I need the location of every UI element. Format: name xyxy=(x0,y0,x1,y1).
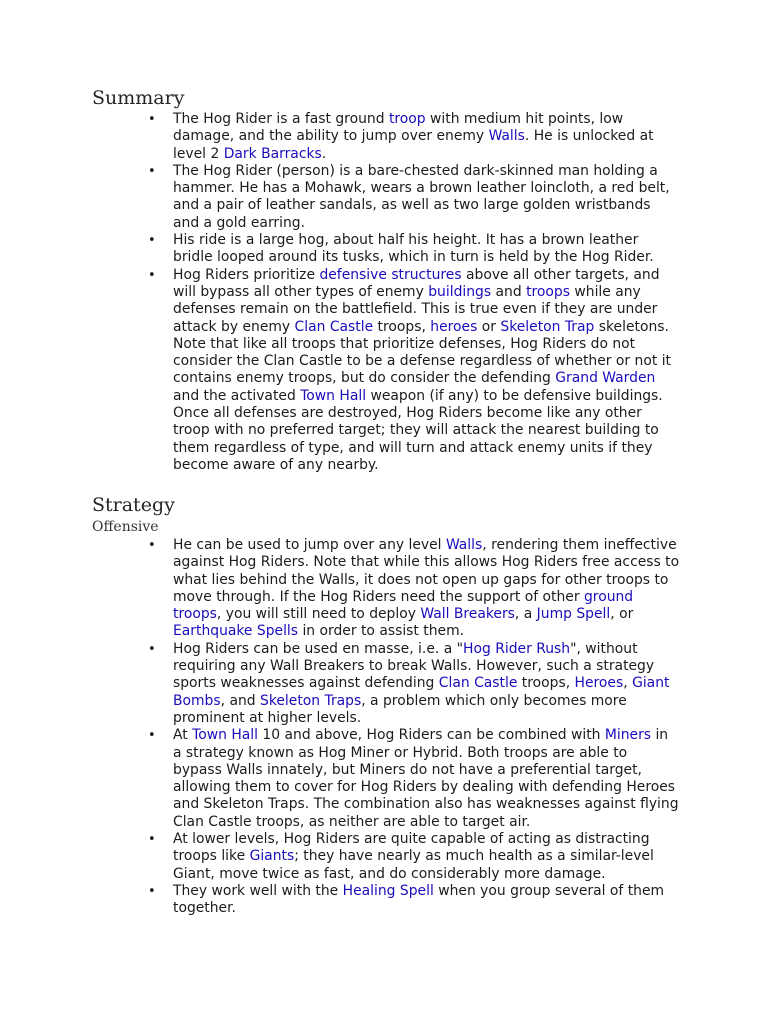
summary-list xyxy=(0,111,680,474)
list-item xyxy=(0,232,680,267)
body-text: They work well with the xyxy=(173,882,343,899)
wiki-link[interactable]: Grand Warden xyxy=(555,370,656,387)
wiki-link[interactable]: Wall Breakers xyxy=(420,606,515,623)
body-text: . He is unlocked at level 2 xyxy=(173,128,654,162)
body-text: when you group several of them together. xyxy=(173,882,665,917)
offensive-subheading: Offensive xyxy=(92,519,159,535)
wiki-link[interactable]: Earthquake Spells xyxy=(173,623,299,640)
wiki-link[interactable]: Town Hall xyxy=(300,387,367,404)
list-item xyxy=(0,537,680,641)
body-text: in order to assist them. xyxy=(298,623,465,640)
body-text: At xyxy=(173,727,193,744)
body-text: ; they have nearly as much health as a similar-level Giant, move twice as fast, and do considerably more damage. xyxy=(173,848,654,882)
body-text: . xyxy=(321,145,327,162)
wiki-link[interactable]: Walls xyxy=(488,128,525,145)
list-item xyxy=(0,163,680,232)
wiki-link[interactable]: Miners xyxy=(604,727,652,744)
wiki-link[interactable]: Clan Castle xyxy=(294,318,374,335)
wiki-link[interactable]: Walls xyxy=(445,537,483,553)
body-text: skeletons. Note that like all troops that prioritize defenses, Hog Riders do not consider the Clan Castle to be a defense regardless of whether or not it contains enemy troops, but do consider the defending xyxy=(173,318,672,387)
list-item xyxy=(0,883,680,918)
body-text: , a problem which only becomes more prominent at higher levels. xyxy=(173,692,627,726)
wiki-link[interactable]: Dark Barracks xyxy=(223,145,322,162)
body-text: troops, xyxy=(373,318,431,335)
list-item xyxy=(0,831,680,883)
body-text: , or xyxy=(610,606,634,623)
body-text: His ride is a large hog, about half his height. It has a brown leather bridle looped around its tusks, which in turn is held by the Hog Rider. xyxy=(173,232,654,266)
summary-heading: Summary xyxy=(92,87,185,109)
body-text: Hog Riders prioritize xyxy=(173,266,320,283)
wiki-link[interactable]: troop xyxy=(388,111,426,127)
body-text: and the activated xyxy=(173,387,301,404)
body-text: Hog Riders can be used en masse, i.e. a " xyxy=(173,640,464,657)
wiki-link[interactable]: ground troops xyxy=(173,588,634,623)
body-text: , rendering them ineffective against Hog Riders. Note that while this allows Hog Riders free access to what lies behind the Walls, it does not open up gaps for other troops to move through. If the Hog Riders need the support of other xyxy=(173,537,680,605)
wiki-link[interactable]: Jump Spell xyxy=(536,606,611,623)
body-text: and xyxy=(491,283,527,300)
list-item xyxy=(0,641,680,727)
body-text: troops, xyxy=(517,675,575,692)
wiki-link[interactable]: heroes xyxy=(430,318,478,335)
body-text: He can be used to jump over any level xyxy=(173,537,446,553)
wiki-link[interactable]: defensive structures xyxy=(319,266,462,283)
body-text: or xyxy=(477,318,501,335)
body-text: At lower levels, Hog Riders are quite capable of acting as distracting troops like xyxy=(173,831,650,865)
wiki-link[interactable]: Skeleton Traps xyxy=(260,692,362,709)
wiki-link[interactable]: Heroes xyxy=(574,675,624,692)
body-text: The Hog Rider (person) is a bare-chested dark-skinned man holding a hammer. He has a Mohawk, wears a brown leather loincloth, a red belt, and a pair of leather sandals, as well as two large golden wristbands and a gold earring. xyxy=(173,162,670,231)
wiki-link[interactable]: Hog Rider Rush xyxy=(463,640,571,657)
body-text: with medium hit points, low damage, and the ability to jump over enemy xyxy=(173,111,624,145)
wiki-link[interactable]: Skeleton Trap xyxy=(500,318,595,335)
list-item xyxy=(0,111,680,163)
body-text: , and xyxy=(220,692,261,709)
body-text: ", without requiring any Wall Breakers to break Walls. However, such a strategy sports weaknesses against defending xyxy=(173,640,655,692)
list-item xyxy=(0,267,680,475)
body-text: in a strategy known as Hog Miner or Hybrid. Both troops are able to bypass Walls innately, but Miners do not have a preferential target, allowing them to cover for Hog Riders by dealing with defending Heroes and Skeleton Traps. The combination also has weaknesses against flying Clan Castle troops, as neither are able to target air. xyxy=(173,727,679,830)
wiki-link[interactable]: Clan Castle xyxy=(438,675,518,692)
body-text: The Hog Rider is a fast ground xyxy=(173,111,389,127)
body-text: while any defenses remain on the battlefield. This is true even if they are under attack by enemy xyxy=(173,283,658,335)
offensive-list xyxy=(0,537,680,918)
wiki-link[interactable]: Giants xyxy=(249,848,295,865)
body-text: , a xyxy=(514,606,537,623)
body-text: weapon (if any) to be defensive buildings. xyxy=(366,387,663,404)
wiki-link[interactable]: buildings xyxy=(428,283,492,300)
paragraph-text: Once all defenses are destroyed, Hog Riders become like any other troop with no preferred target; they will attack the nearest building to them regardless of type, and will turn and attack enemy units if they become aware of any nearby. xyxy=(173,405,659,473)
body-text: , xyxy=(623,675,633,692)
list-item xyxy=(0,727,680,831)
body-text: above all other targets, and will bypass all other types of enemy xyxy=(173,266,660,300)
wiki-link[interactable]: Healing Spell xyxy=(342,882,434,899)
strategy-heading: Strategy xyxy=(92,494,175,516)
wiki-link[interactable]: Giant Bombs xyxy=(173,675,670,709)
wiki-link[interactable]: Town Hall xyxy=(192,727,259,744)
wiki-link[interactable]: troops xyxy=(526,283,570,300)
body-text: , you will still need to deploy xyxy=(216,606,421,623)
body-text: 10 and above, Hog Riders can be combined with xyxy=(258,727,605,744)
